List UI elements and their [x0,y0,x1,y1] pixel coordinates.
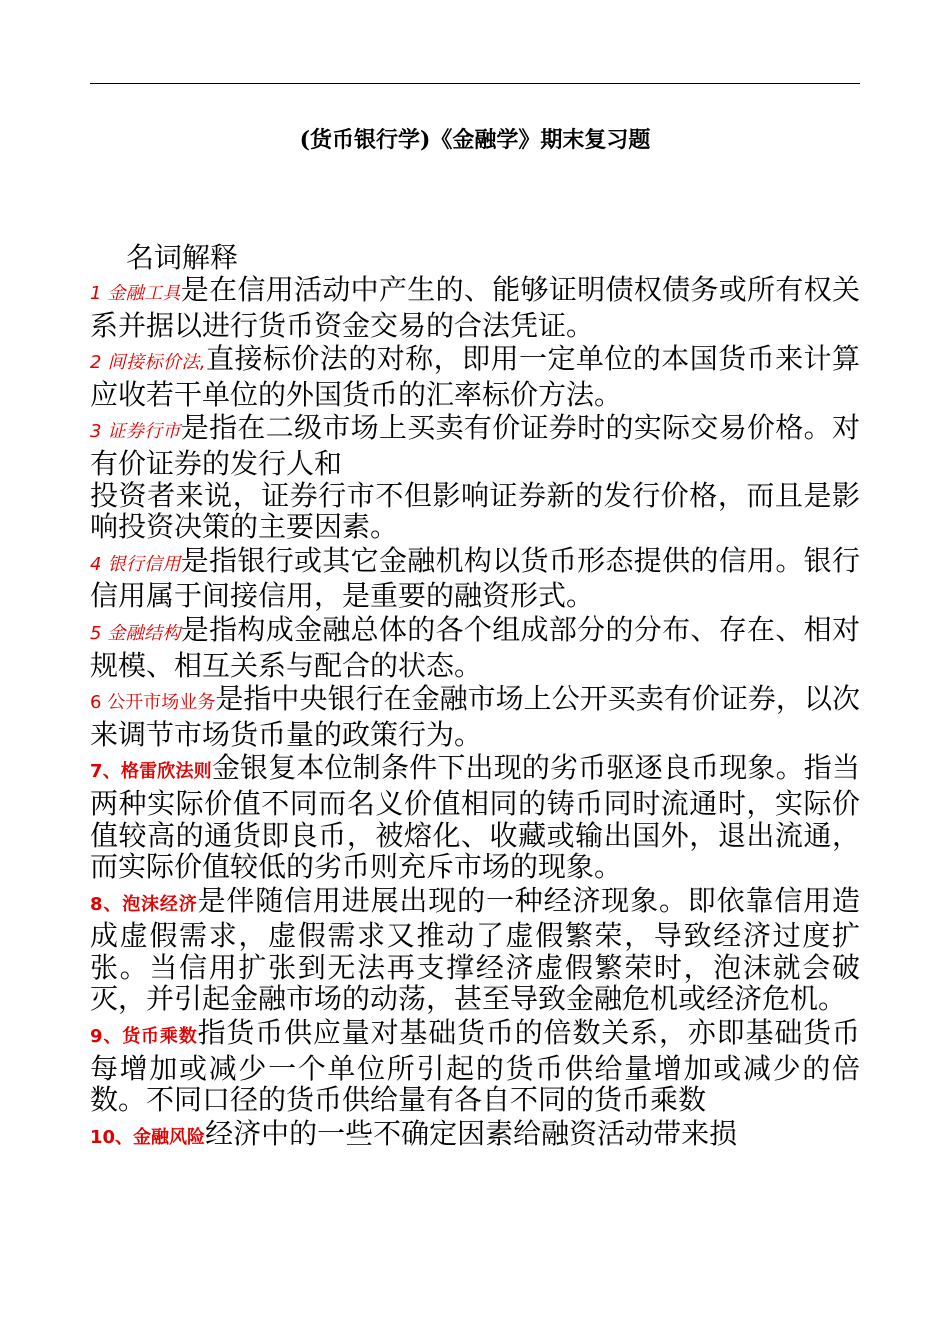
definition-entry-9 [90,1017,860,1116]
entry-text: 经济中的一些不确定因素给融资活动带来损 [205,1116,738,1150]
entry-term: 4 银行信用 [90,553,181,575]
entry-term: 5 金融结构 [90,622,181,644]
entry-text: 金银复本位制条件下出现的劣币驱逐良币现象。指当两种实际价值不同而名义价值相同的铸币同时流通时，实际价值较高的通货即良币，被熔化、收藏或输出国外，退出流通，而实际价值较低的劣币则充斥市场的现象。 [90,751,860,884]
definition-entry-3-continued [90,480,860,543]
entry-text: 是在信用活动中产生的、能够证明债权债务或所有权关系并据以进行货币资金交易的合法凭证。 [90,273,860,342]
definition-entry-7 [90,752,860,882]
entry-term: 3 证券行市 [90,421,181,443]
entry-term: 7、格雷欣法则 [90,761,212,783]
entry-term: 9、货币乘数 [90,1026,198,1048]
definition-entry-6 [90,683,860,750]
entry-text: 是指中央银行在金融市场上公开买卖有价证券，以次来调节市场货币量的政策行为。 [90,682,860,751]
entry-text: 直接标价法的对称，即用一定单位的本国货币来计算应收若干单位的外国货币的汇率标价方法。 [90,342,860,411]
entry-text: 是指在二级市场上买卖有价证券时的实际交易价格。对有价证券的发行人和 [90,411,860,480]
entry-term: 1 金融工具 [90,283,181,304]
definition-entry-10 [90,1118,860,1154]
entry-text: 投资者来说，证券行市不但影响证券新的发行价格，而且是影响投资决策的主要因素。 [90,478,860,544]
entry-text: 是伴随信用进展出现的一种经济现象。即依靠信用造成虚假需求，虚假需求又推动了虚假繁荣，导致经济过度扩张。当信用扩张到无法再支撑经济虚假繁荣时，泡沫就会破灭，并引起金融市场的动荡，甚至导致金融危机或经济危机。 [90,883,860,1016]
entry-term: 8、泡沫经济 [90,893,198,915]
definition-entry-1 [90,274,860,341]
definition-list [90,274,860,1155]
entry-term: 6 公开市场业务 [90,692,216,714]
header-rule [90,83,860,84]
definition-entry-4 [90,545,860,612]
document-title: (货币银行学)《金融学》期末复习题 [299,127,651,153]
entry-term: 10、金融风险 [90,1126,206,1148]
definition-entry-8 [90,885,860,1015]
definition-entry-2 [90,343,860,410]
entry-term: 2 间接标价法, [90,352,206,374]
section-heading: 名词解释 [126,241,239,274]
entry-text: 是指构成金融总体的各个组成部分的分布、存在、相对规模、相互关系与配合的状态。 [90,612,860,682]
entry-text: 指货币供应量对基础货币的倍数关系，亦即基础货币每增加或减少一个单位所引起的货币供给量增加或减少的倍数。不同口径的货币供给量有各自不同的货币乘数 [90,1016,860,1117]
definition-entry-5 [90,614,860,681]
definition-entry-3 [90,412,860,479]
entry-text: 是指银行或其它金融机构以货币形态提供的信用。银行信用属于间接信用，是重要的融资形式。 [90,543,860,613]
